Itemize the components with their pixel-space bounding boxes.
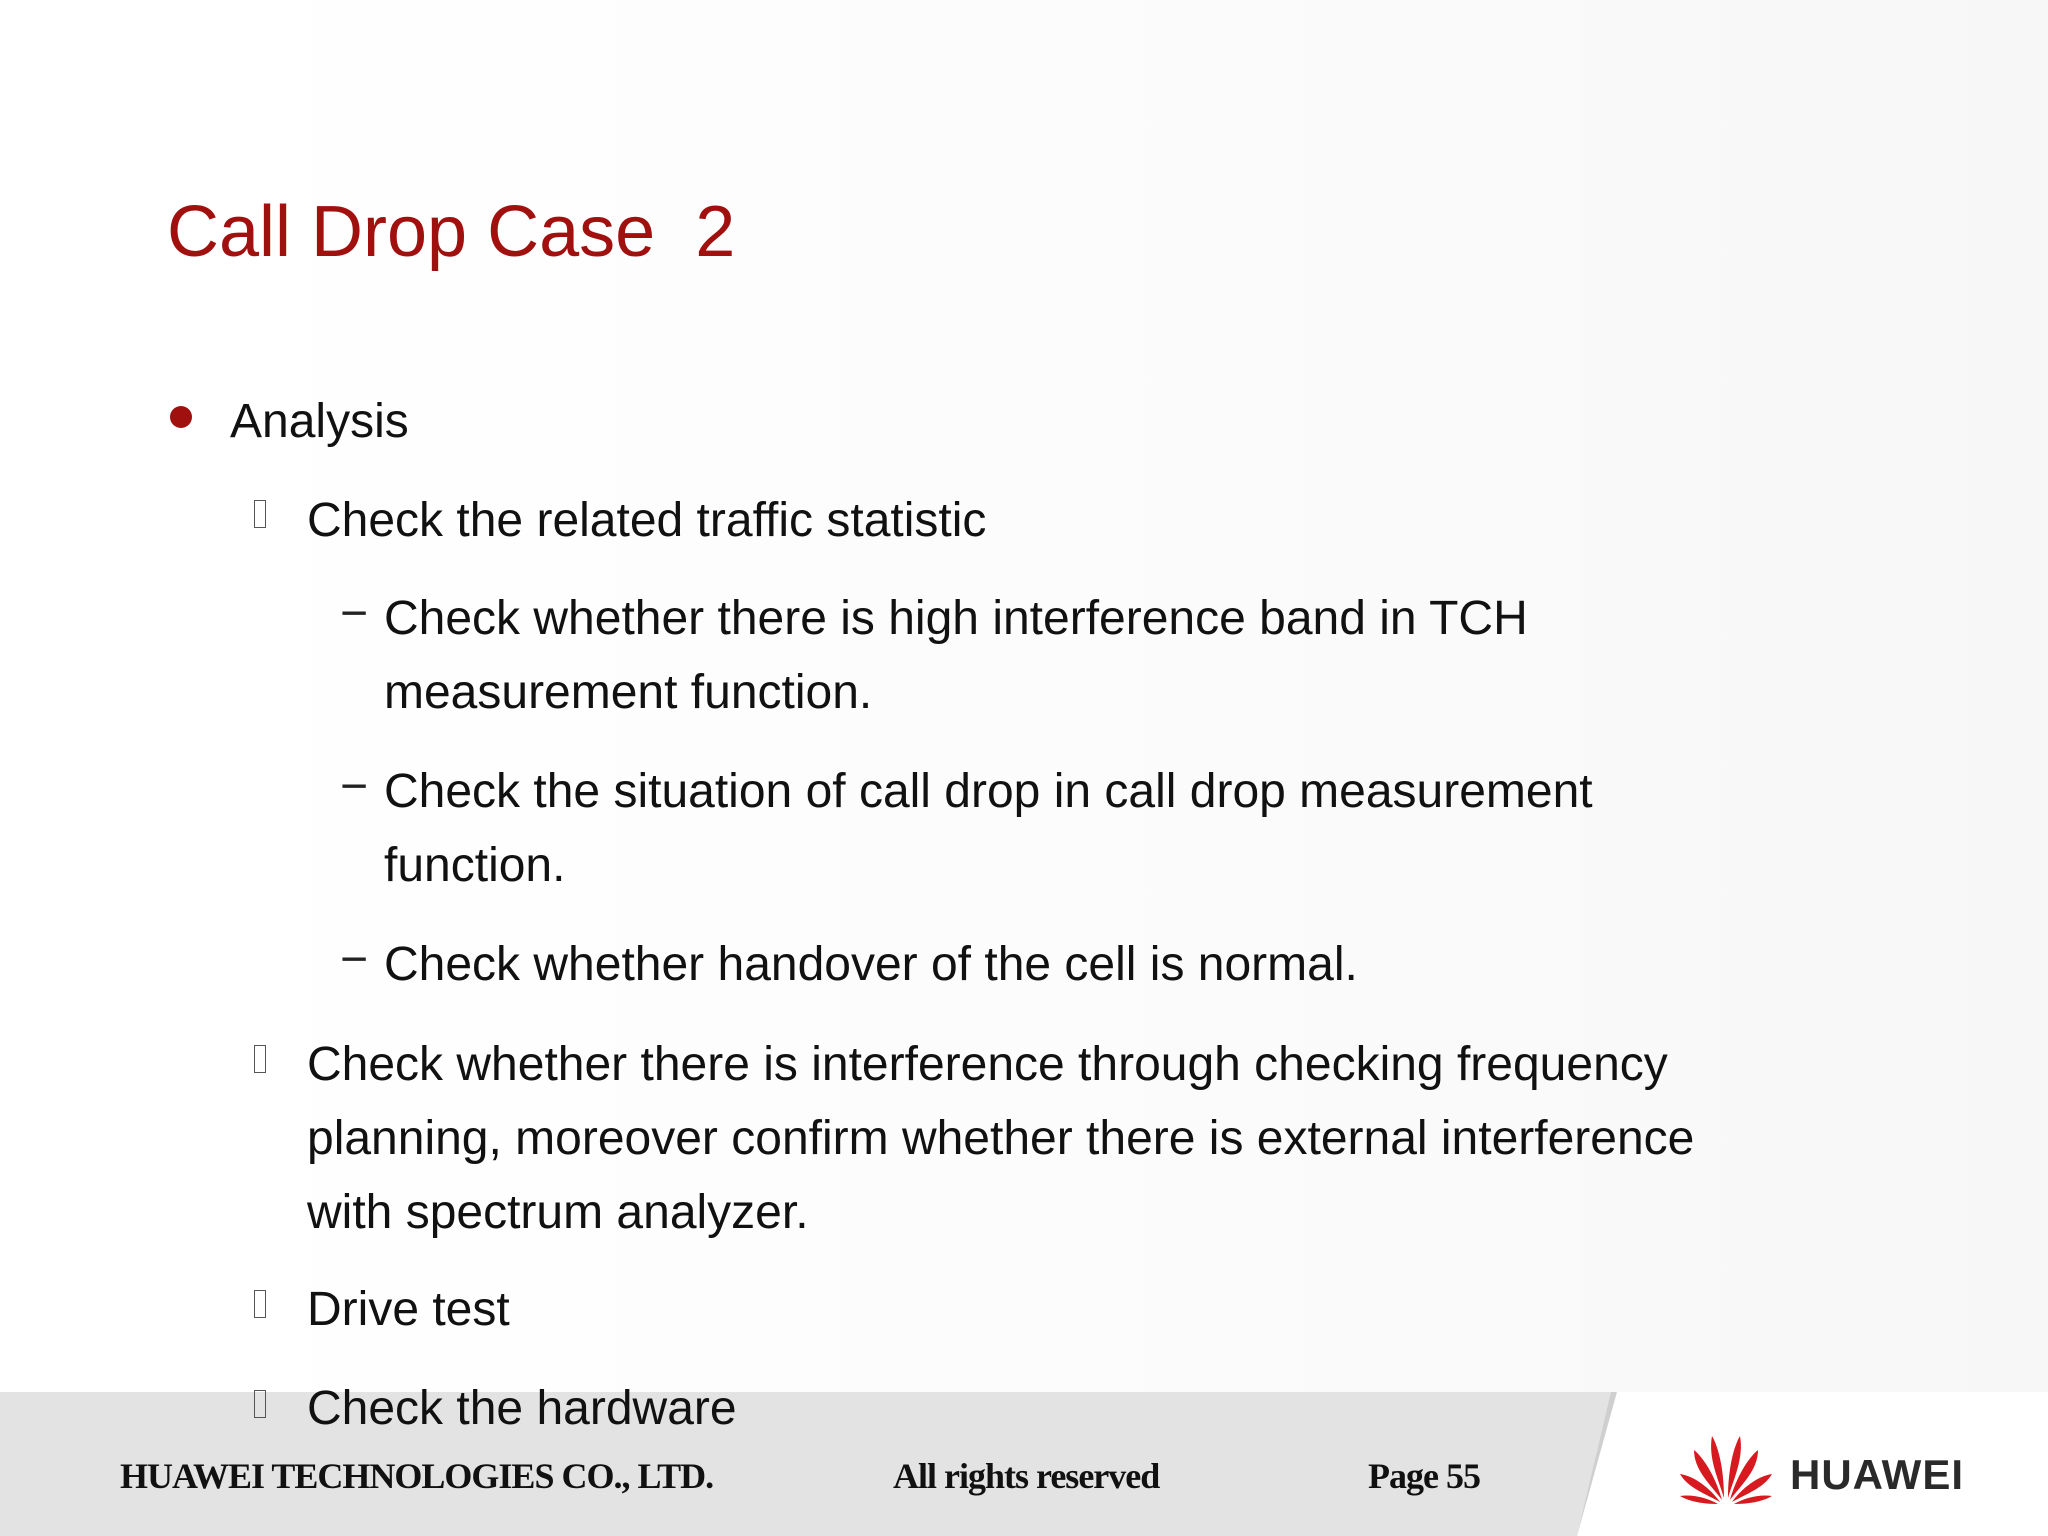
huawei-logo-icon bbox=[1678, 1428, 1774, 1504]
dash-bullet-icon: − bbox=[340, 587, 369, 640]
sub-bullet-interference-line1: Check whether there is high interference band in TCH bbox=[384, 592, 1528, 645]
box-bullet-icon bbox=[254, 1390, 266, 1418]
box-bullet-icon bbox=[254, 1045, 266, 1073]
slide-title: Call Drop Case 2 bbox=[167, 192, 736, 272]
dash-bullet-icon: − bbox=[340, 760, 369, 813]
sub-bullet-handover: Check whether handover of the cell is normal. bbox=[384, 938, 1358, 991]
sub-bullet-call-drop-line1: Check the situation of call drop in call drop measurement bbox=[384, 765, 1593, 818]
red-bullet-icon bbox=[170, 406, 192, 428]
dash-bullet-icon: − bbox=[340, 933, 369, 986]
footer-rights: All rights reserved bbox=[893, 1456, 1160, 1496]
bullet-frequency-line3: with spectrum analyzer. bbox=[307, 1186, 809, 1239]
box-bullet-icon bbox=[254, 500, 266, 528]
sub-bullet-interference-line2: measurement function. bbox=[384, 666, 873, 719]
bullet-drive-test: Drive test bbox=[307, 1283, 510, 1336]
bullet-hardware: Check the hardware bbox=[307, 1382, 737, 1435]
box-bullet-icon bbox=[254, 1290, 266, 1318]
sub-bullet-call-drop-line2: function. bbox=[384, 839, 566, 892]
bullet-frequency-line1: Check whether there is interference through checking frequency bbox=[307, 1038, 1668, 1091]
bullet-frequency-line2: planning, moreover confirm whether there is external interference bbox=[307, 1112, 1695, 1165]
bullet-traffic-statistic: Check the related traffic statistic bbox=[307, 494, 987, 547]
bullet-analysis: Analysis bbox=[230, 395, 409, 448]
footer-page-number: Page 55 bbox=[1368, 1456, 1480, 1496]
huawei-logo-text: HUAWEI bbox=[1790, 1451, 1964, 1498]
footer-company: HUAWEI TECHNOLOGIES CO., LTD. bbox=[120, 1456, 714, 1496]
